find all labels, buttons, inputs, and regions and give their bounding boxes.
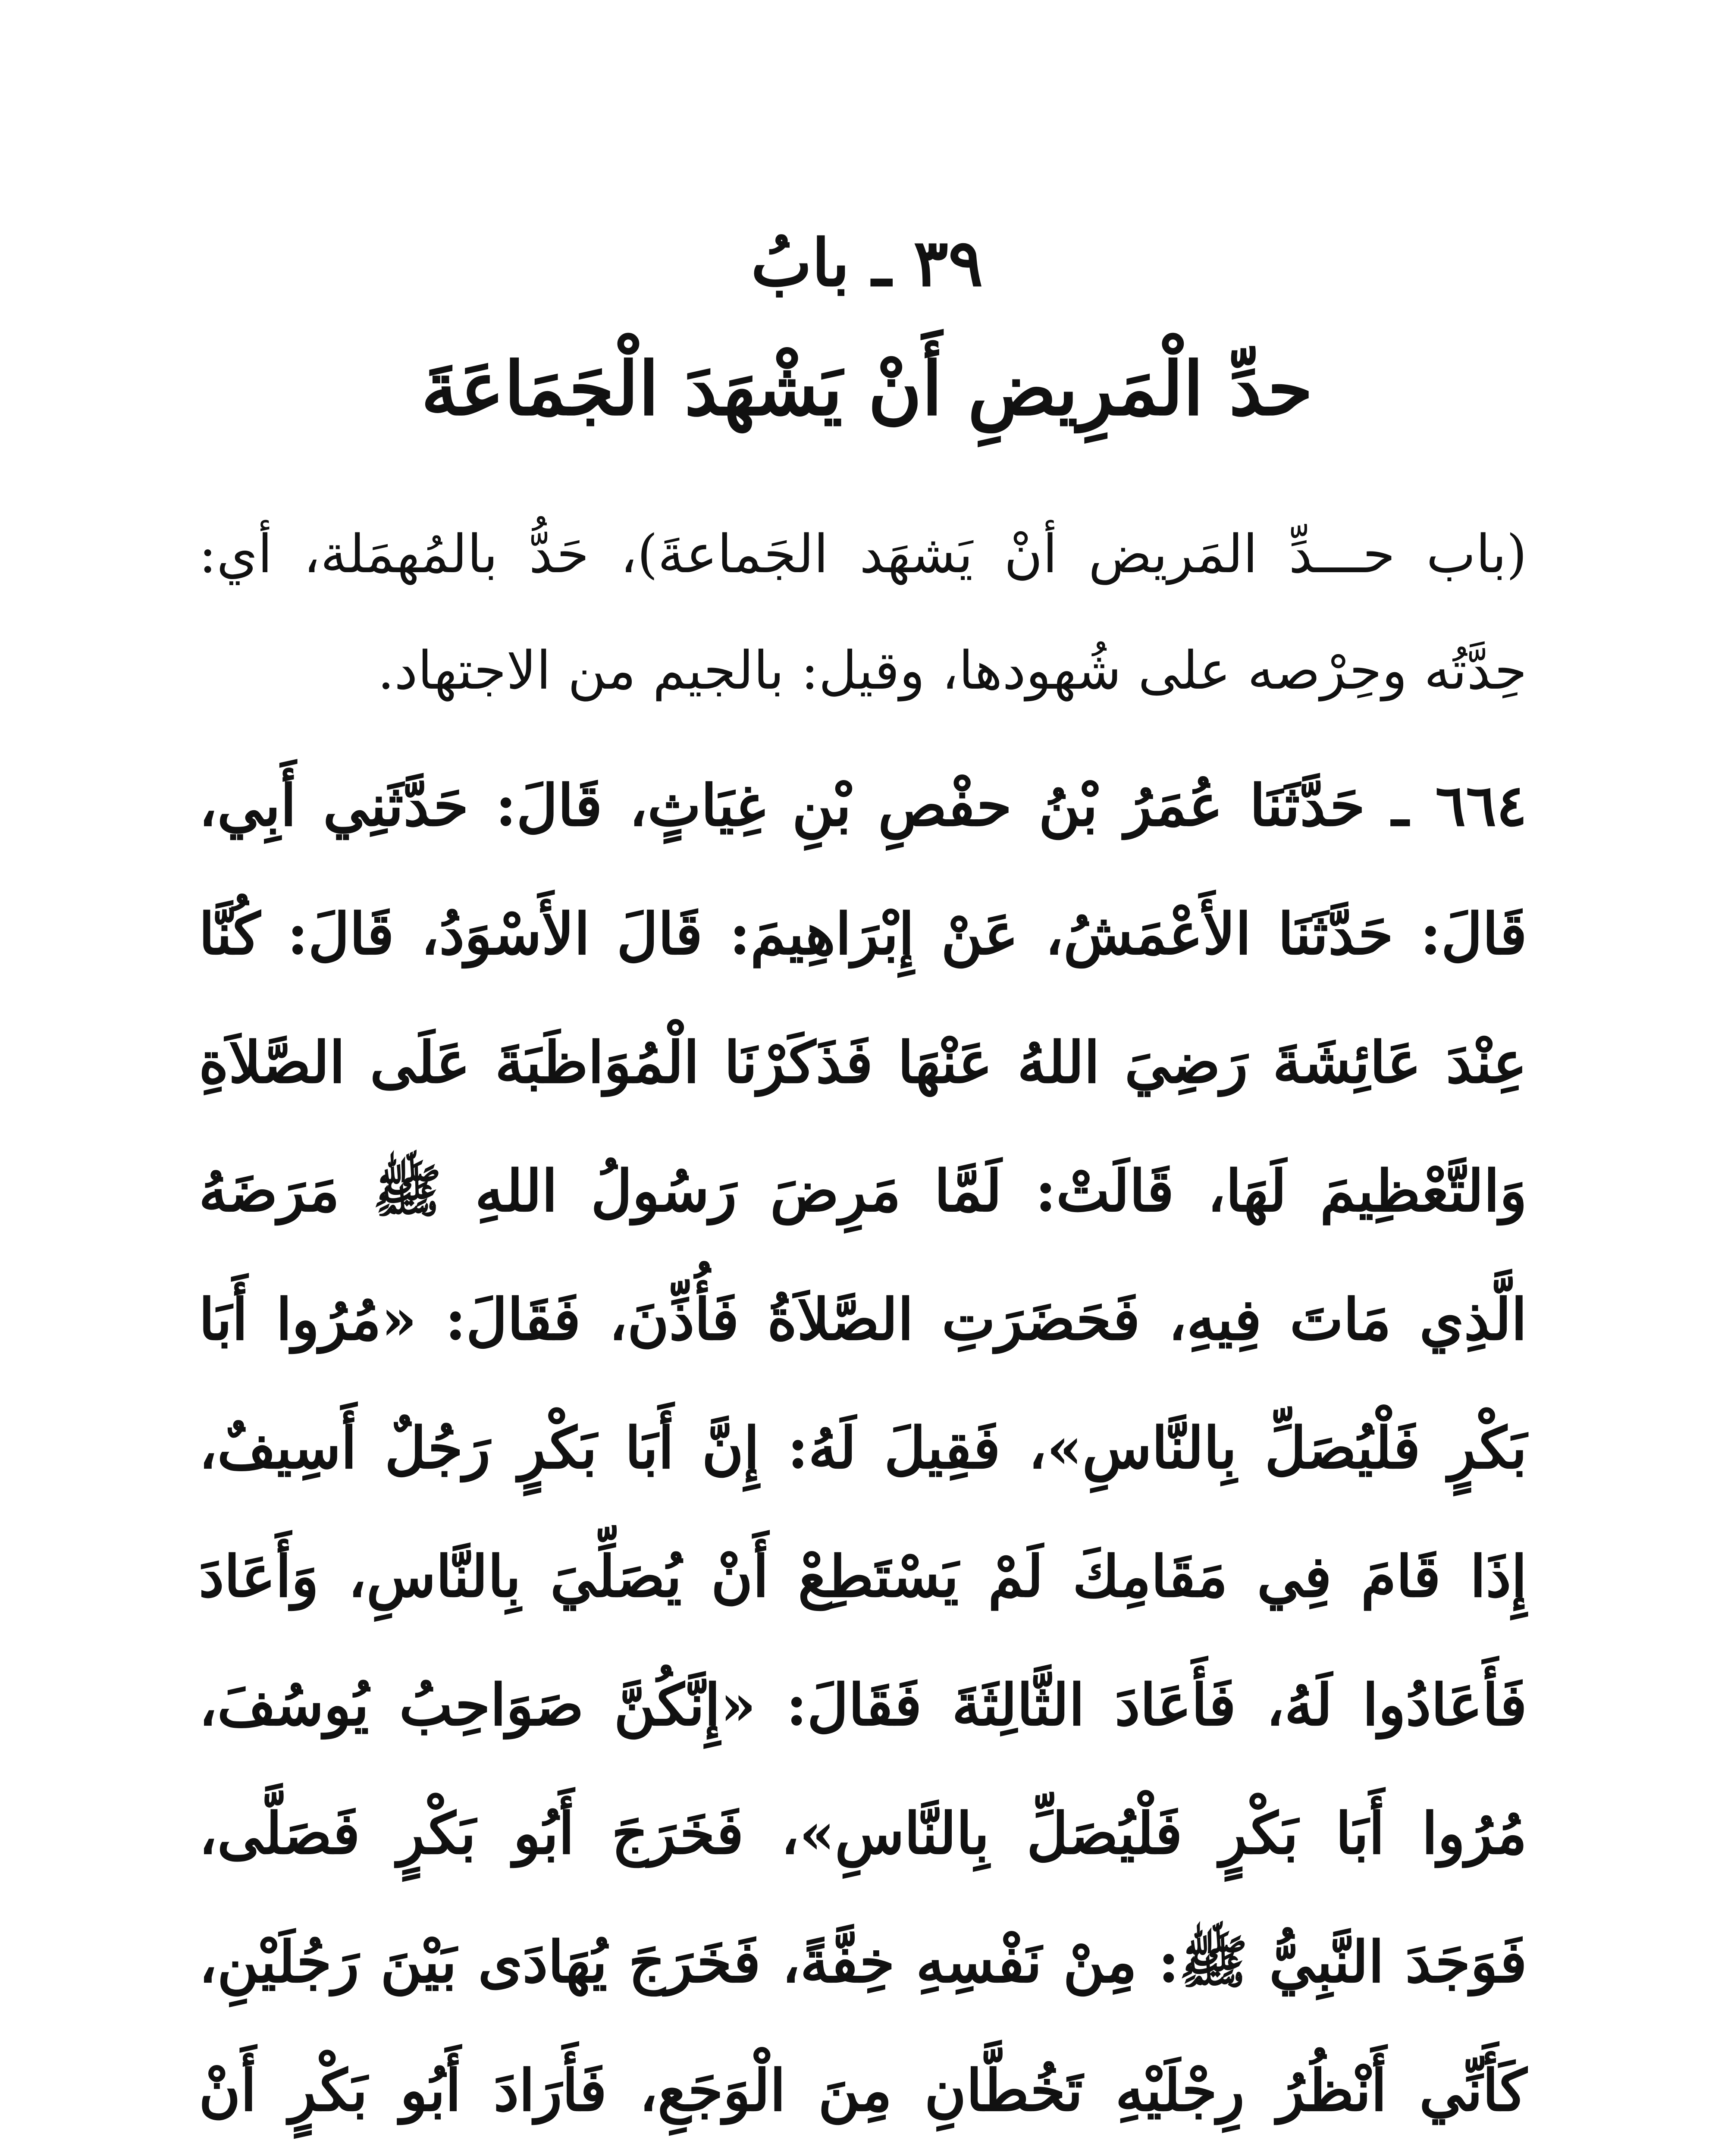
chapter-title: حدِّ الْمَرِيضِ أَنْ يَشْهَدَ الْجَمَاعَةَ [421,346,1313,432]
chapter-number: ٣٩ ـ بابُ [751,225,983,301]
commentary-paragraph: (باب حـــدِّ المَريض أنْ يَشهَد الجَماعةَ)، حَدُّ بالمُهمَلة، أي: حِدَّتُه وحِرْصه على شُهودها، وقيل: بالجيم من الاجتهاد. [199,523,1527,701]
hadith-paragraph: ٦٦٤ ـ حَدَّثَنَا عُمَرُ بْنُ حفْصِ بْنِ غِيَاثٍ، قَالَ: حَدَّثَنِي أَبِي، قَالَ: حَدَّثَنَا الأَعْمَشُ، عَنْ إِبْرَاهِيمَ: قَالَ الأَسْوَدُ، قَالَ: كُنَّا عِنْدَ عَائِشَةَ رَضِيَ اللهُ عَنْهَا فَذَكَرْنَا الْمُوَاظَبَةَ عَلَى الصَّلاَةِ وَالتَّعْظِيمَ لَهَا، قَالَتْ: لَمَّا مَرِضَ رَسُولُ اللهِ ﷺ مَرَضَهُ الَّذِي مَاتَ فِيهِ، فَحَضَرَتِ الصَّلاَةُ فَأُذِّنَ، فَقَالَ: «مُرُوا أَبَا بَكْرٍ فَلْيُصَلِّ بِالنَّاسِ»، فَقِيلَ لَهُ: إِنَّ أَبَا بَكْرٍ رَجُلٌ أَسِيفٌ، إِذَا قَامَ فِي مَقَامِكَ لَمْ يَسْتَطِعْ أَنْ يُصَلِّيَ بِالنَّاسِ، وَأَعَادَ فَأَعَادُوا لَهُ، فَأَعَادَ الثَّالِثَةَ فَقَالَ: «إِنَّكُنَّ صَوَاحِبُ يُوسُفَ، مُرُوا أَبَا بَكْرٍ فَلْيُصَلِّ بِالنَّاسِ»، فَخَرَجَ أَبُو بَكْرٍ فَصَلَّى، فَوَجَدَ النَّبِيُّ ﷺ: مِنْ نَفْسِهِ خِفَّةً، فَخَرَجَ يُهَادَى بَيْنَ رَجُلَيْنِ، كَأَنِّي أَنْظُرُ رِجْلَيْهِ تَخُطَّانِ مِنَ الْوَجَعِ، فَأَرَادَ أَبُو بَكْرٍ أَنْ [199,772,1527,2124]
